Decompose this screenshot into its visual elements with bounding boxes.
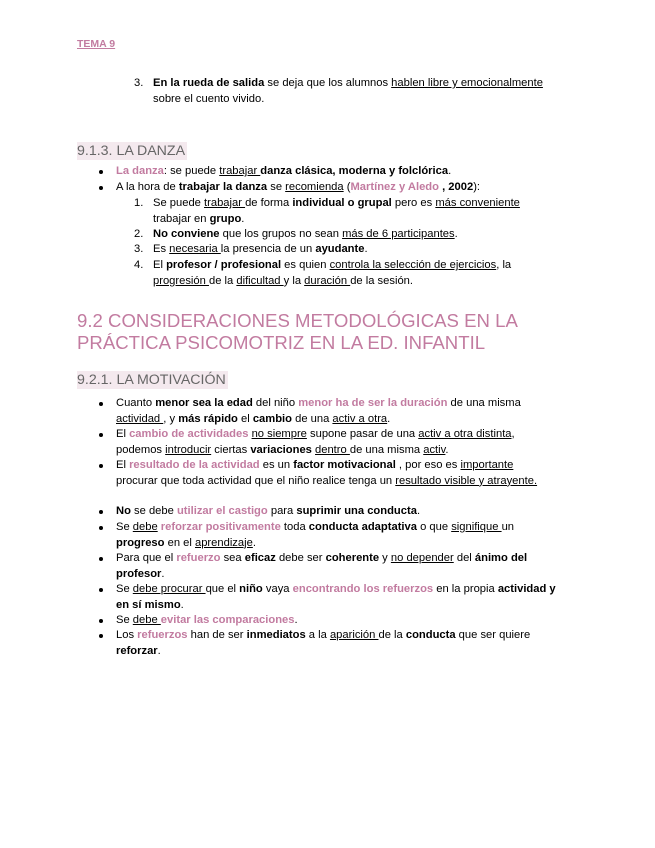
list-number: 1. bbox=[134, 197, 144, 209]
bullet-dot bbox=[99, 186, 103, 190]
bullet-dot bbox=[99, 170, 103, 174]
bullet-item: Para que el refuerzo sea eficaz debe ser coherente y no depender del ánimo del profesor. bbox=[116, 552, 528, 580]
bullet-item: Los refuerzos han de ser inmediatos a la aparición de la conducta que ser quiere reforzar. bbox=[116, 629, 531, 657]
bullet-item: Se debe evitar las comparaciones. bbox=[116, 614, 298, 626]
bullet-dot bbox=[99, 464, 103, 468]
bullet-dot bbox=[99, 588, 103, 592]
bullet-dot bbox=[99, 526, 103, 530]
bullet-item: Se debe reforzar positivamente toda conducta adaptativa o que signifique un progreso en el aprendizaje. bbox=[116, 521, 515, 549]
list-item-text: Es necesaria la presencia de un ayudante. bbox=[153, 243, 368, 255]
bullet-item: Se debe procurar que el niño vaya encontrando los refuerzos en la propia actividad y en sí mismo. bbox=[116, 583, 556, 611]
bullet-dot bbox=[99, 510, 103, 514]
list-number: 2. bbox=[134, 228, 144, 240]
bullet-item: A la hora de trabajar la danza se recomienda (Martínez y Aledo , 2002): bbox=[116, 181, 481, 193]
list-number: 3. bbox=[134, 77, 144, 89]
section-heading-la-danza: 9.1.3. LA DANZA bbox=[77, 143, 186, 159]
bullet-item: El cambio de actividades no siempre supone pasar de una activ a otra distinta, podemos introducir ciertas variaciones dentro de una misma activ. bbox=[116, 428, 515, 456]
bullet-item: La danza: se puede trabajar danza clásica, moderna y folclórica. bbox=[116, 165, 452, 177]
bullet-item: Cuanto menor sea la edad del niño menor ha de ser la duración de una misma actividad , y más rápido el cambio de una activ a otra. bbox=[116, 397, 521, 425]
list-number: 3. bbox=[134, 243, 144, 255]
chapter-heading-line-2: PRÁCTICA PSICOMOTRIZ EN LA ED. INFANTIL bbox=[77, 332, 486, 353]
running-header: TEMA 9 bbox=[77, 38, 116, 50]
bullet-dot bbox=[99, 634, 103, 638]
bullet-dot bbox=[99, 619, 103, 623]
bullet-item: El resultado de la actividad es un factor motivacional , por eso es importante procurar que toda actividad que el niño realice tenga un resultado visible y atrayente. bbox=[116, 459, 538, 487]
bullet-dot bbox=[99, 402, 103, 406]
bullet-dot bbox=[99, 557, 103, 561]
bullet-item: No se debe utilizar el castigo para suprimir una conducta. bbox=[116, 505, 421, 517]
list-item-text: El profesor / profesional es quien controla la selección de ejercicios, la progresión de la dificultad y la duración de la sesión. bbox=[153, 259, 512, 287]
chapter-heading-line-1: 9.2 CONSIDERACIONES METODOLÓGICAS EN LA bbox=[77, 310, 518, 331]
bullet-dot bbox=[99, 433, 103, 437]
list-item-text: En la rueda de salida se deja que los alumnos hablen libre y emocionalmente sobre el cuento vivido. bbox=[153, 77, 543, 105]
list-number: 4. bbox=[134, 259, 144, 271]
section-heading-la-motivacion: 9.2.1. LA MOTIVACIÓN bbox=[77, 372, 226, 388]
list-item-text: Se puede trabajar de forma individual o grupal pero es más conveniente trabajar en grupo. bbox=[153, 197, 520, 225]
list-item-text: No conviene que los grupos no sean más de 6 participantes. bbox=[153, 228, 458, 240]
